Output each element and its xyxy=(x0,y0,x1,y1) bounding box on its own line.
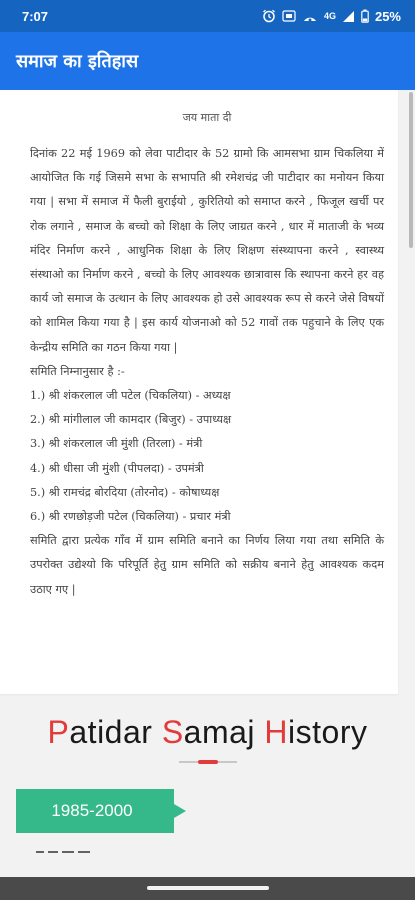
status-icons xyxy=(262,9,401,24)
title-initial: P xyxy=(47,714,70,750)
status-time: 7:07 xyxy=(22,8,49,24)
period-arrow xyxy=(174,804,186,818)
battery-percentage: 25% xyxy=(374,8,401,24)
title-word-rest: atidar xyxy=(69,714,162,750)
document-heading: जय माता दी xyxy=(182,111,232,124)
hotspot-icon xyxy=(302,10,318,22)
home-gesture-handle[interactable] xyxy=(147,886,269,890)
app-bar xyxy=(0,32,415,90)
signal-icon xyxy=(342,10,355,23)
history-section xyxy=(0,694,415,855)
committee-member: 6.) श्री रणछोड़जी पटेल (चिकलिया) - प्रचार मंत्री xyxy=(30,510,231,524)
document-closing: समिति द्वारा प्रत्येक गाँव में ग्राम समिति बनाने का निर्णय लिया गया तथा समिति के उपरोक्त उद्येश्यो कि परिपूर्ति हेतु ग्राम समिति को सक्रीय बनाने हेतु आवश्यक कदम उठाए गए | xyxy=(30,534,384,596)
title-initial: H xyxy=(264,714,289,750)
history-title xyxy=(0,714,415,751)
status-bar xyxy=(0,0,415,32)
committee-member: 2.) श्री मांगीलाल जी कामदार (बिजुर) - उपाध्यक्ष xyxy=(30,413,232,427)
battery-icon xyxy=(361,9,369,23)
title-initial: S xyxy=(161,714,184,750)
document-paragraph: दिनांक 22 मई 1969 को लेवा पाटीदार के 52 ग्रामो कि आमसभा ग्राम चिकलिया में आयोजित कि गई जिसमे सभा के सभापति श्री रमेशचंद्र जी पाटीदार का मनोयन किया गया | सभा में समाज में फैली बुराईयो , कुरितियो को समाप्त करने , फिजूल खर्ची पर रोक लगाने , समाज के बच्चो को शिक्षा के लिए जाग्रत करने , धार में माताजी के भव्य मंदिर निर्माण करने , आधुनिक शिक्षा के लिए शिक्षण संस्थ्यापना करने , स्वास्थ्य संस्थाओ का निर्माण करने , बच्चो के लिए आवश्यक छात्रावास कि स्थापना करने हर वह कार्य जो समाज के उत्थान के लिए आवश्यक हो उसे आवश्यक रूप से करने जेसे विषयों को शामिल किया गया है | इस कार्य योजनाओ को 52 गावों तक पहुचाने के लिए एक केन्द्रीय समिति का गठन किया गया | xyxy=(30,147,384,354)
network-type: 4G xyxy=(323,11,336,21)
committee-member: 4.) श्री धीसा जी मुंशी (पीपलदा) - उपमंत्री xyxy=(30,461,204,475)
period-tag xyxy=(16,789,186,833)
page-title: समाज का इतिहास xyxy=(16,51,139,72)
committee-heading: समिति निम्नानुसार है :- xyxy=(30,364,125,378)
partial-next-text xyxy=(34,847,415,855)
title-underline xyxy=(179,761,237,763)
title-word-rest: amaj xyxy=(183,714,265,750)
period-label: 1985-2000 xyxy=(16,789,174,833)
committee-member: 3.) श्री शंकरलाल जी मुंशी (तिरला) - मंत्री xyxy=(30,437,203,451)
title-word-rest: istory xyxy=(288,714,368,750)
committee-member: 1.) श्री शंकरलाल जी पटेल (चिकलिया) - अध्यक्ष xyxy=(30,389,231,403)
scrollbar[interactable] xyxy=(409,92,413,248)
alarm-icon xyxy=(262,9,276,23)
document-card xyxy=(0,90,398,694)
sim-icon xyxy=(282,10,296,22)
scroll-content[interactable] xyxy=(0,90,415,877)
committee-member: 5.) श्री रामचंद्र बोरदिया (तोरनोद) - कोषाध्यक्ष xyxy=(30,485,220,499)
navigation-bar xyxy=(0,877,415,900)
